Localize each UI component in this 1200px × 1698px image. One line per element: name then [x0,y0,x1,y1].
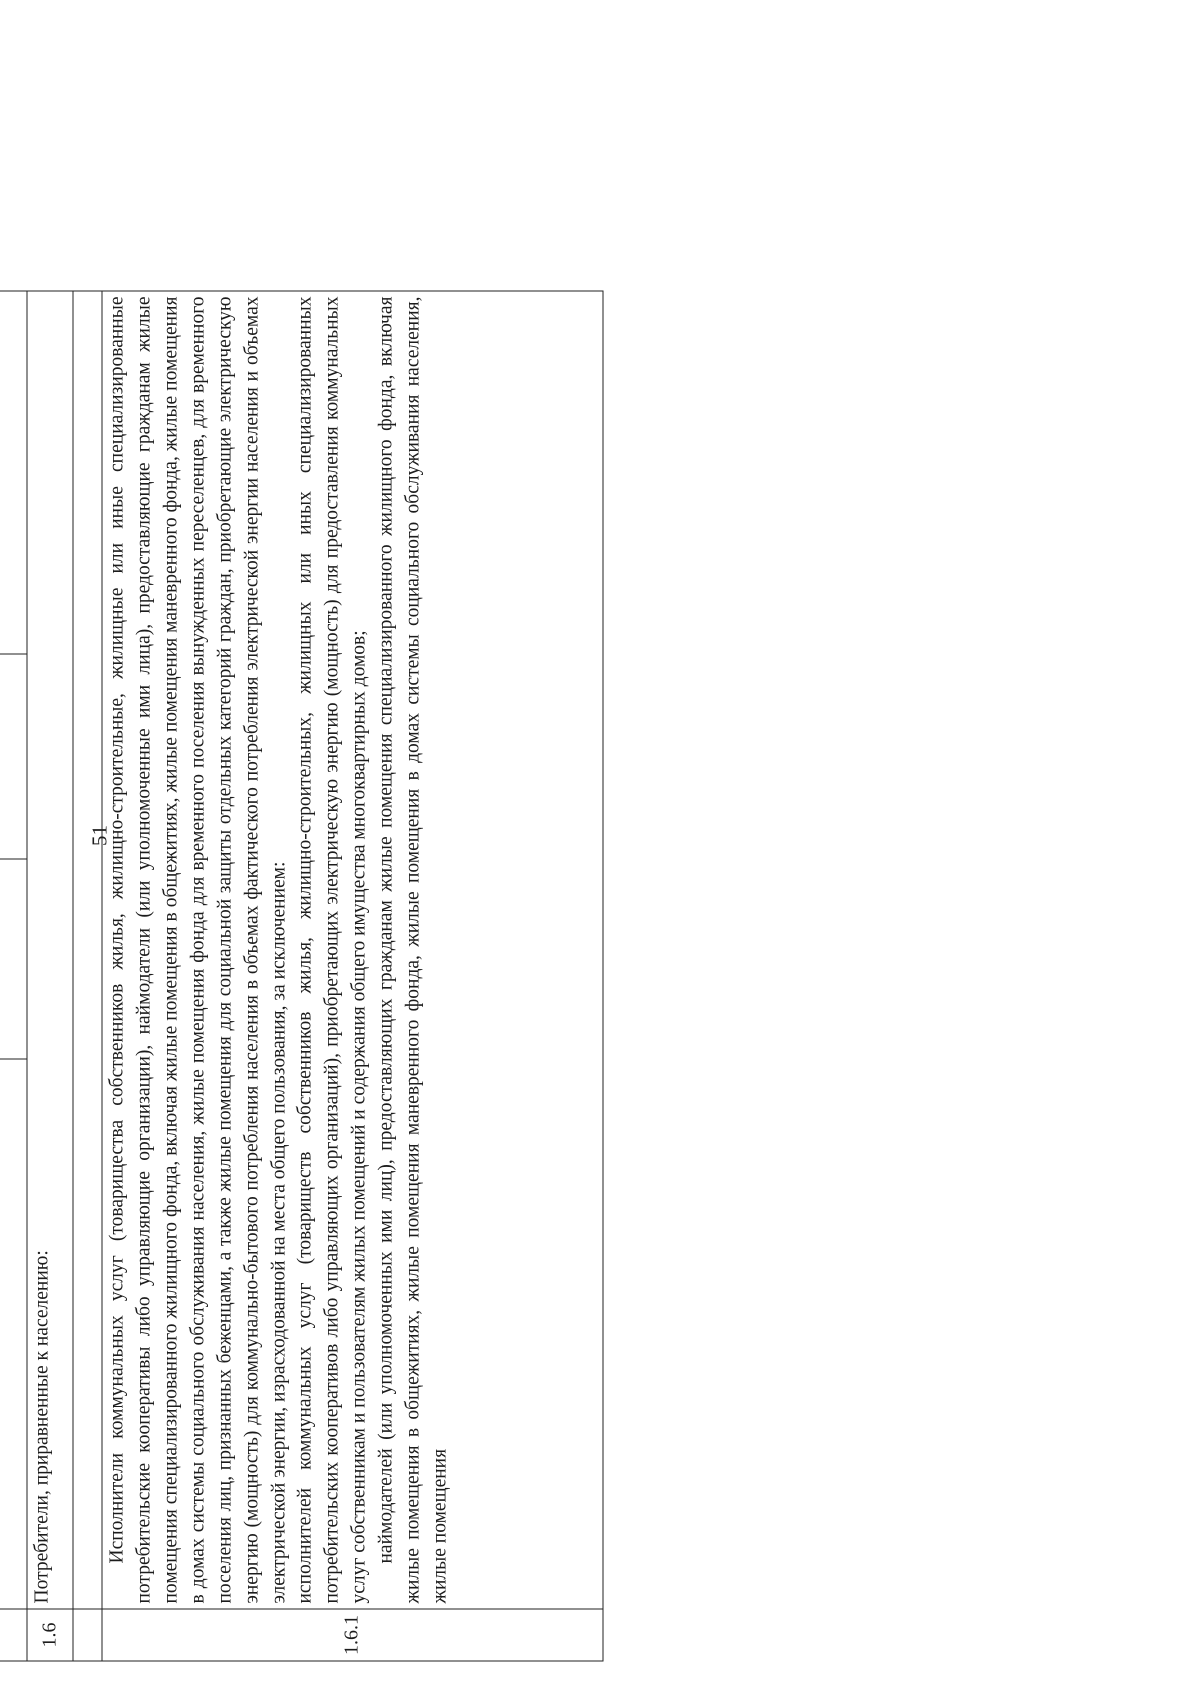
section-1-6-1-paragraph-3: наймодателей (или уполномоченных ими лиц), предоставляющих гражданам жилые помещения специализированного жилищного фонда, включая жилые помещения в общежитиях, жилые помещения маневренного фонда, жилые помещения в домах системы социального обслуживания населения, жилые помещения [375,296,451,1604]
tariff-number-cell [0,1609,27,1661]
tariff-table [0,291,604,1662]
section-1-6-1-row [102,291,603,1661]
section-1-6-1-text [102,291,603,1609]
tariff-value-col5 [0,291,27,654]
section-1-6-row [27,291,73,1661]
gap-cell-number [73,1609,102,1661]
section-1-6-1-paragraph-1: Исполнители коммунальных услуг (товарищества собственников жилья, жилищно-строительные, жилищные или иные специализированные потребительские кооперативы либо управляющие организации), наймодатели (или уполномоченные ими лица), предоставляющие гражданам жилые помещения специализированного жилищного фонда, включая жилые помещения в общежитиях, жилые помещения маневренного фонда, жилые помещения в домах системы социального обслуживания населения, жилые помещения фонда для временного поселения вынужденных переселенцев, для временного поселения лиц, признанных беженцами, а также жилые помещения для социальной защиты отдельных категорий граждан, приобретающие электрическую энергию (мощность) для коммунально-бытового потребления населения в объемах фактического потребления электрической энергии населения и объемах электрической энергии, израсходованной на места общего пользования, за исключением: [106,296,289,1604]
tariff-value-col4 [0,654,27,859]
section-1-6-number: 1.6 [27,1609,73,1661]
gap-cell-text [73,291,102,1609]
section-1-6-gap-row [73,291,102,1661]
section-1-6-1-paragraph-2: исполнителей коммунальных услуг (товариществ собственников жилья, жилищно-строительных, жилищных или иных специализированных потребительских кооперативов либо управляющих организаций), приобретающих электрическую энергию (мощность) для предоставления коммунальных услуг собственникам и пользователям жилых помещений и содержания общего имущества многоквартирных домов; [294,296,370,1604]
tariff-label [0,1059,27,1609]
section-1-6-1-number: 1.6.1 [102,1609,603,1661]
tariff-row [0,291,27,1661]
section-1-6-title: Потребители, приравненные к населению: [27,291,73,1609]
tariff-unit [0,859,27,1059]
page-number: 51 [87,825,112,846]
